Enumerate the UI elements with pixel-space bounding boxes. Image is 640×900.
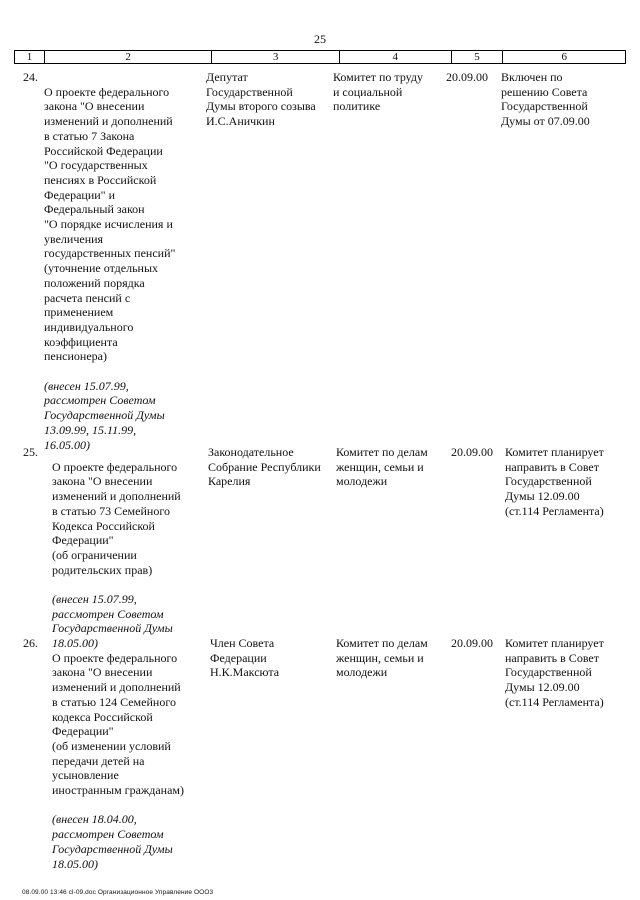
bill-title bbox=[52, 445, 222, 666]
status: Комитет планирует направить в Совет Государственной Думы 12.09.00 (ст.114 Регламента) bbox=[505, 445, 604, 518]
bill-title-text: О проекте федерального закона "О внесении изменений и дополнений в статью 73 Семейного Кодекса Российской Федерации" (об ограничении родительских прав) bbox=[52, 459, 181, 577]
header-col-3: 3 bbox=[212, 51, 340, 63]
header-col-2: 2 bbox=[45, 51, 212, 63]
row-number: 26. bbox=[23, 636, 38, 650]
row-number: 25. bbox=[23, 445, 38, 459]
bill-title bbox=[52, 636, 222, 886]
row-number: 24. bbox=[23, 70, 38, 84]
date: 20.09.00 bbox=[451, 636, 493, 650]
committee: Комитет по делам женщин, семьи и молодежи bbox=[336, 445, 428, 489]
bill-title-text: О проекте федерального закона "О внесении изменений и дополнений в статью 7 Закона Российской Федерации "О государственных пенсиях в Российской Федерации" и Федеральный закон "О порядке исчисления и увеличения государственных пенсий" (уточнение отдельных положений порядка расчета пенсий с применением индивидуального коэффициента пенсионера) bbox=[44, 84, 176, 364]
initiator: Депутат Государственной Думы второго созыва И.С.Аничкин bbox=[206, 70, 316, 129]
bill-title bbox=[44, 70, 214, 467]
date: 20.09.00 bbox=[451, 445, 493, 459]
table-header bbox=[14, 50, 626, 64]
committee: Комитет по делам женщин, семьи и молодежи bbox=[336, 636, 428, 680]
bill-note: (внесен 15.07.99, рассмотрен Советом Государственной Думы 18.05.00) bbox=[52, 592, 173, 651]
bill-note: (внесен 15.07.99, рассмотрен Советом Государственной Думы 13.09.99, 15.11.99, 16.05.00) bbox=[44, 378, 165, 452]
status: Комитет планирует направить в Совет Государственной Думы 12.09.00 (ст.114 Регламента) bbox=[505, 636, 604, 709]
bill-note: (внесен 18.04.00, рассмотрен Советом Государственной Думы 18.05.00) bbox=[52, 812, 173, 871]
header-col-1: 1 bbox=[15, 51, 45, 63]
header-col-5: 5 bbox=[452, 51, 504, 63]
initiator: Законодательное Собрание Республики Карелия bbox=[208, 445, 321, 489]
page-number: 25 bbox=[314, 32, 326, 46]
status: Включен по решению Совета Государственной Думы от 07.09.00 bbox=[501, 70, 590, 129]
header-col-6: 6 bbox=[561, 51, 567, 63]
bill-title-text: О проекте федерального закона "О внесении изменений и дополнений в статью 124 Семейного кодекса Российской Федерации" (об изменении условий передачи детей на усыновление иностранным гражданам) bbox=[52, 650, 184, 798]
date: 20.09.00 bbox=[446, 70, 488, 84]
document-footer: 08.09.00 13:46 cl-09.doc Организационное Управление ООО3 bbox=[22, 889, 214, 896]
header-col-4: 4 bbox=[340, 51, 452, 63]
initiator: Член Совета Федерации Н.К.Максюта bbox=[210, 636, 280, 680]
committee: Комитет по труду и социальной политике bbox=[333, 70, 424, 114]
